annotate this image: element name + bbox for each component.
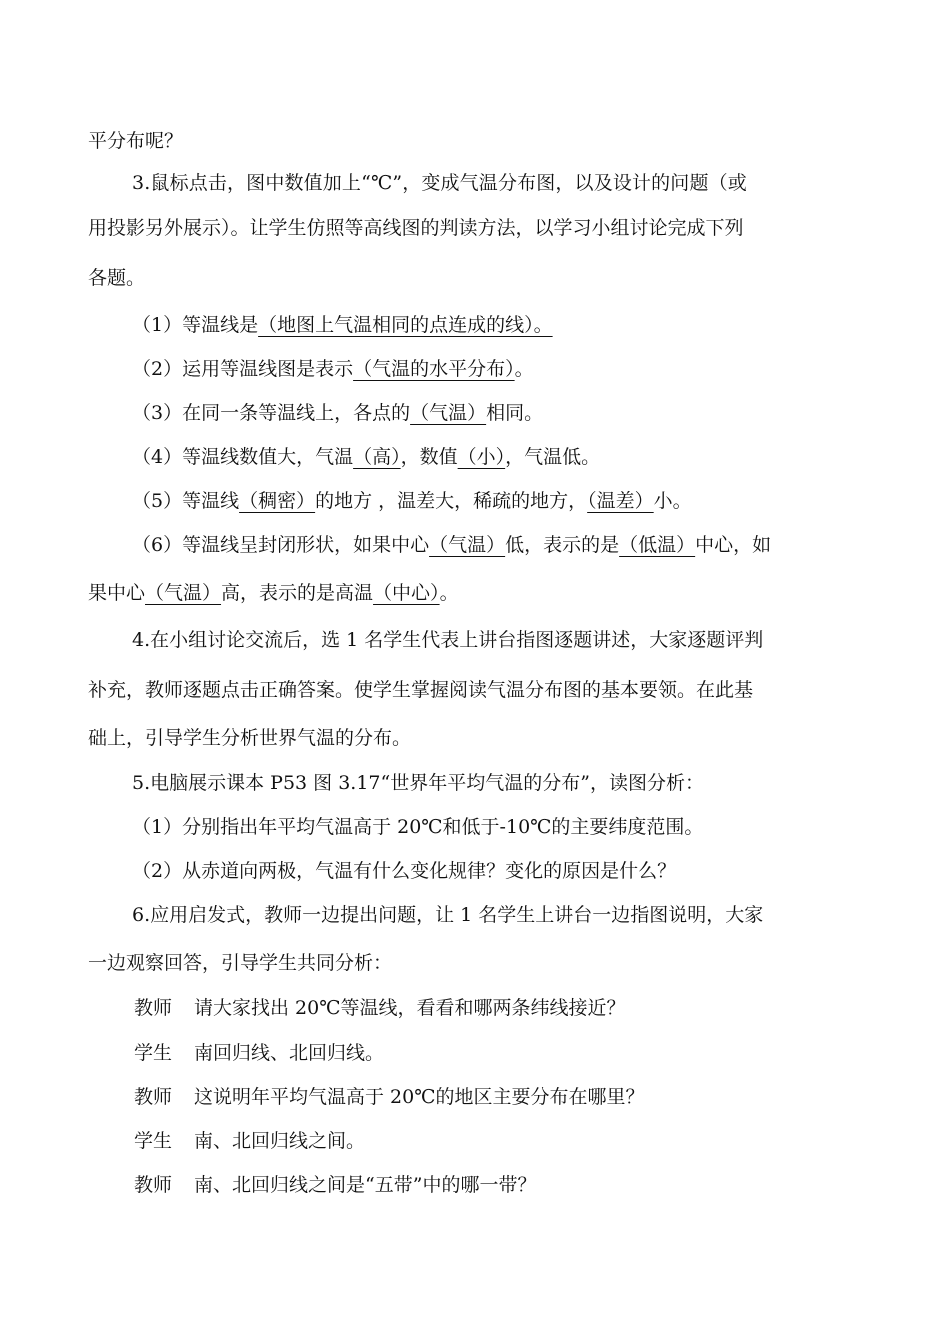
- question-text: 。: [514, 358, 534, 380]
- paragraph-5: 5.电脑展示课本 P53 图 3.17“世界年平均气温的分布”，读图分析：: [132, 772, 704, 794]
- question-text: 相同。: [486, 402, 544, 424]
- utterance: 南回归线、北回归线。: [194, 1042, 385, 1064]
- answer-underlined: （中心）: [373, 582, 440, 604]
- paragraph-4-line-1: 4.在小组讨论交流后，选 1 名学生代表上讲台指图逐题讲述，大家逐题评判: [132, 629, 764, 651]
- utterance: 这说明年平均气温高于 20℃的地区主要分布在哪里？: [194, 1086, 645, 1108]
- question-text: 中心，如: [695, 534, 772, 556]
- question-text: （1）等温线是: [132, 314, 259, 336]
- question-1: [132, 312, 912, 338]
- question-text: ，气温低。: [505, 446, 601, 468]
- question-2: [132, 356, 912, 382]
- paragraph-3-line-2: 用投影另外展示）。让学生仿照等高线图的判读方法，以学习小组讨论完成下列: [88, 217, 744, 239]
- question-text: （5）等温线: [132, 490, 240, 512]
- dialogue-line: [134, 1084, 914, 1110]
- paragraph-4-line-3: 础上，引导学生分析世界气温的分布。: [88, 727, 412, 749]
- speaker: 学生: [134, 1042, 173, 1064]
- answer-underlined: （气温）: [410, 402, 487, 424]
- dialogue-line: [134, 1040, 914, 1066]
- question-6-continued: [88, 580, 868, 606]
- answer-underlined: （气温）: [429, 534, 506, 556]
- question-text: （2）运用等温线图是表示: [132, 358, 354, 380]
- text-line: 平分布呢？: [88, 130, 184, 152]
- question-3: [132, 400, 912, 426]
- paragraph-6-line-1: 6.应用启发式，教师一边提出问题，让 1 名学生上讲台一边指图说明，大家: [132, 904, 764, 926]
- utterance: 请大家找出 20℃等温线，看看和哪两条纬线接近？: [194, 997, 626, 1019]
- dialogue-line: [134, 995, 914, 1021]
- question-6: [132, 532, 912, 558]
- question-text: 低，表示的是: [505, 534, 620, 556]
- speaker: 教师: [134, 997, 173, 1019]
- answer-underlined: （地图上气温相同的点连成的线）。: [258, 314, 553, 336]
- question-text: 。: [439, 582, 459, 604]
- question-text: 小。: [653, 490, 692, 512]
- paragraph-6-line-2: 一边观察回答，引导学生共同分析：: [88, 952, 393, 974]
- analysis-question-1: （1）分别指出年平均气温高于 20℃和低于-10℃的主要纬度范围。: [132, 816, 704, 838]
- paragraph-3-line-3: 各题。: [88, 267, 146, 289]
- dialogue-line: [134, 1128, 914, 1154]
- answer-underlined: （高）: [353, 446, 401, 468]
- answer-underlined: （小）: [457, 446, 506, 468]
- answer-underlined: （气温的水平分布）: [353, 358, 515, 380]
- question-4: [132, 444, 912, 470]
- question-text: （4）等温线数值大，气温: [132, 446, 354, 468]
- question-text: （6）等温线呈封闭形状，如果中心: [132, 534, 430, 556]
- question-text: 的地方 ，温差大，稀疏的地方，: [315, 490, 588, 512]
- speaker: 教师: [134, 1174, 173, 1196]
- answer-underlined: （稠密）: [239, 490, 316, 512]
- utterance: 南、北回归线之间。: [194, 1130, 366, 1152]
- paragraph-3-line-1: 3.鼠标点击，图中数值加上“℃”，变成气温分布图，以及设计的问题（或: [132, 172, 747, 194]
- speaker: 学生: [134, 1130, 173, 1152]
- dialogue-line: [134, 1172, 914, 1198]
- question-text: ，数值: [400, 446, 458, 468]
- question-text: 果中心: [88, 582, 146, 604]
- question-5: [132, 488, 912, 514]
- analysis-question-2: （2）从赤道向两极，气温有什么变化规律？变化的原因是什么？: [132, 860, 677, 882]
- answer-underlined: （气温）: [145, 582, 222, 604]
- answer-underlined: （温差）: [587, 490, 654, 512]
- paragraph-4-line-2: 补充，教师逐题点击正确答案。使学生掌握阅读气温分布图的基本要领。在此基: [88, 679, 754, 701]
- question-text: 高，表示的是高温: [221, 582, 374, 604]
- utterance: 南、北回归线之间是“五带”中的哪一带？: [194, 1174, 537, 1196]
- question-text: （3）在同一条等温线上，各点的: [132, 402, 411, 424]
- speaker: 教师: [134, 1086, 173, 1108]
- answer-underlined: （低温）: [619, 534, 696, 556]
